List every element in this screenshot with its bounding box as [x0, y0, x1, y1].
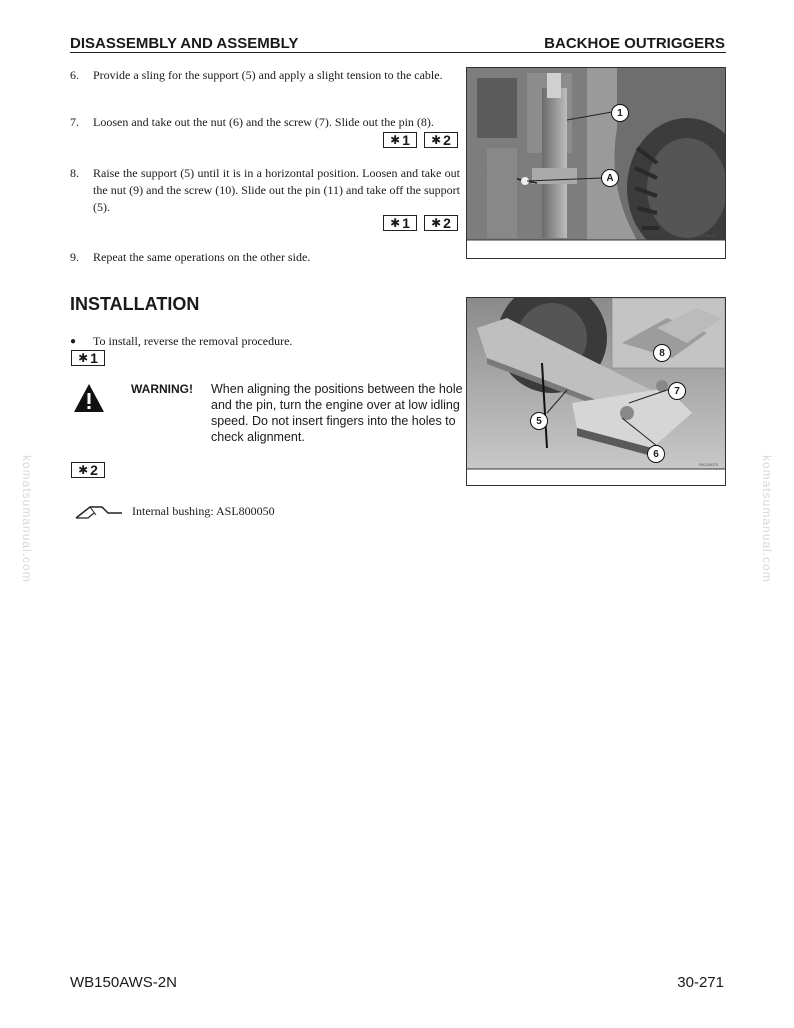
callout-7: 7	[668, 382, 686, 400]
tag-1: ✱ 1	[383, 132, 417, 148]
callout-5: 5	[530, 412, 548, 430]
warning-triangle-icon	[73, 383, 105, 413]
asterisk-icon: ✱	[431, 133, 442, 147]
warning-text: When aligning the positions between the hole and the pin, turn the engine over at low idling speed. Do not insert fingers into the holes to check alignment.	[211, 382, 463, 444]
figure-outrigger-support	[466, 297, 726, 486]
tag-2: ✱ 2	[424, 132, 458, 148]
bullet-icon: ●	[70, 336, 77, 347]
figure1-code: RKZ46080	[697, 233, 717, 238]
footer-page-number: 30-271	[677, 974, 724, 991]
watermark-left: komatsumanual.com	[20, 455, 34, 583]
warning-label: WARNING!	[131, 382, 193, 396]
asterisk-icon: ✱	[78, 351, 89, 365]
bushing-text: Internal bushing: ASL800050	[132, 504, 275, 518]
asterisk-icon: ✱	[390, 216, 401, 230]
step-6: 6. Provide a sling for the support (5) and apply a slight tension to the cable.	[70, 68, 443, 82]
footer-model: WB150AWS-2N	[70, 974, 177, 991]
watermark-right: komatsumanual.com	[760, 455, 774, 583]
header-left: DISASSEMBLY AND ASSEMBLY	[70, 35, 299, 52]
asterisk-icon: ✱	[390, 133, 401, 147]
figure2-code: RKZ46070	[699, 462, 719, 467]
callout-1: 1	[611, 104, 629, 122]
asterisk-icon: ✱	[431, 216, 442, 230]
callout-6: 6	[647, 445, 665, 463]
tag-1: ✱ 1	[71, 350, 105, 366]
callout-8: 8	[653, 344, 671, 362]
header-rule	[70, 52, 726, 53]
step-9: 9. Repeat the same operations on the other side.	[70, 250, 311, 264]
tag-2: ✱ 2	[71, 462, 105, 478]
bushing-icon	[74, 503, 124, 523]
section-title-installation: INSTALLATION	[70, 294, 200, 314]
asterisk-icon: ✱	[78, 463, 89, 477]
tag-2: ✱ 2	[424, 215, 458, 231]
figure-outrigger-cylinder	[466, 67, 726, 259]
step-7: 7. Loosen and take out the nut (6) and the screw (7). Slide out the pin (8).	[70, 115, 434, 129]
callout-a: A	[601, 169, 619, 187]
tag-1: ✱ 1	[383, 215, 417, 231]
step-8: 8. Raise the support (5) until it is in a horizontal position. Loosen and take out the nut (9) and the screw (10). Slide out the pin (11) and take off the support (5).	[70, 166, 460, 214]
header-right: BACKHOE OUTRIGGERS	[544, 35, 725, 52]
